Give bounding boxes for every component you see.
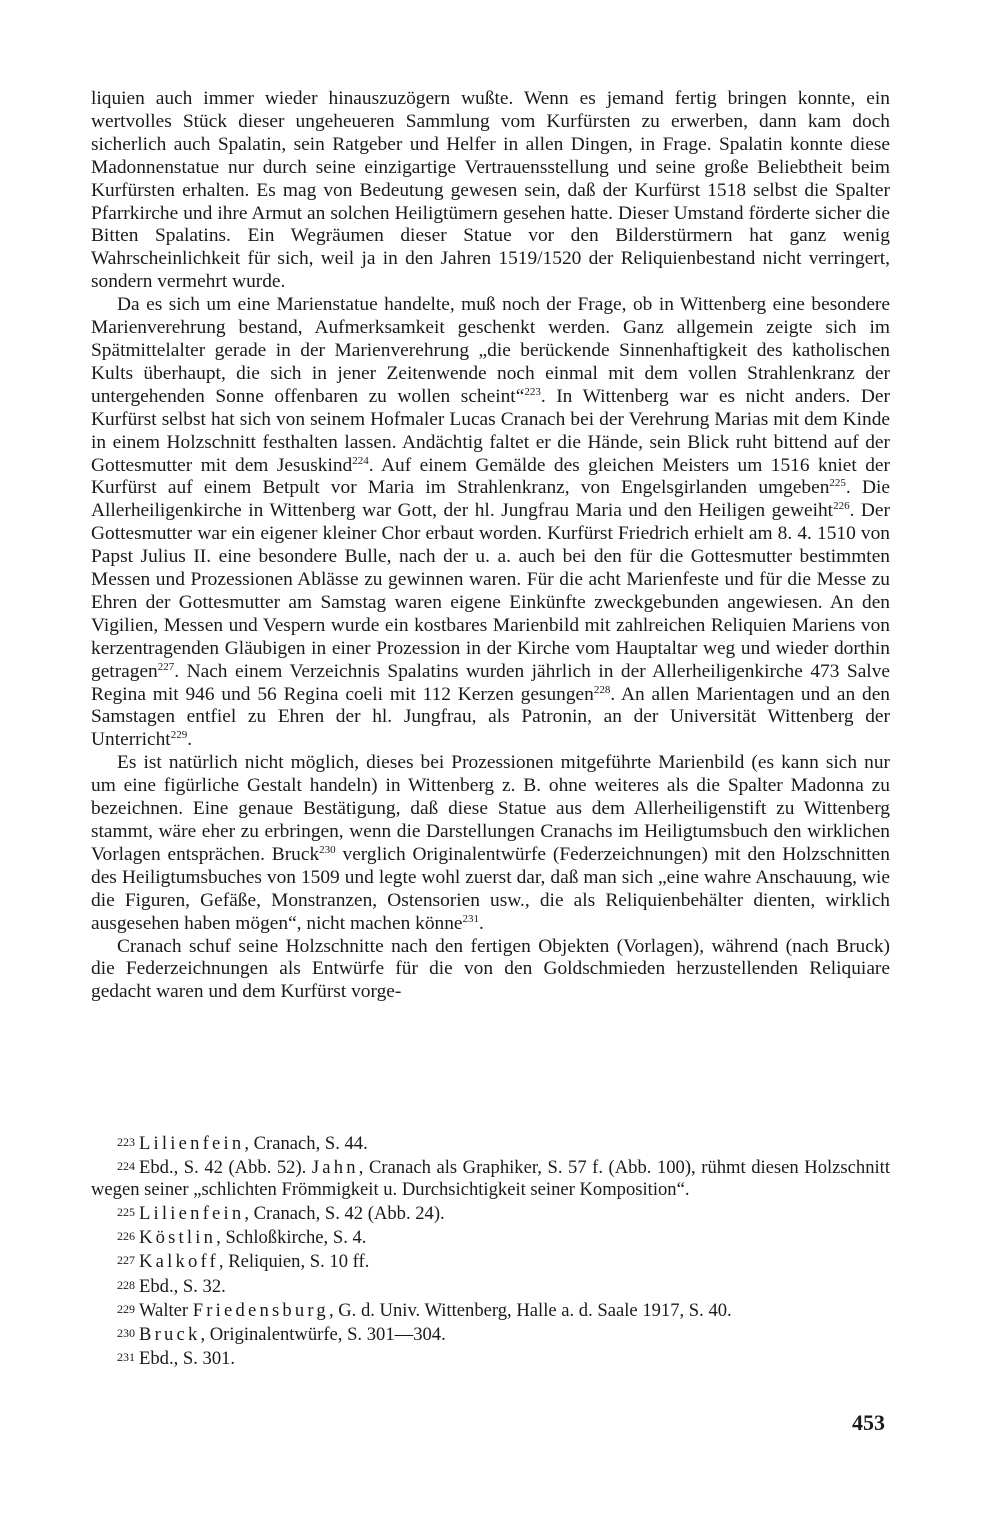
footnote-author: Bruck [139,1323,201,1345]
footnote-225: 225 Lilienfein, Cranach, S. 42 (Abb. 24). [117,1203,445,1225]
footnote-230: 230 Bruck, Originalentwürfe, S. 301—304. [117,1323,446,1345]
footnote-226: 226 Köstlin, Schloßkirche, S. 4. [117,1227,367,1249]
footnote-ref-224[interactable]: 224 [352,454,369,467]
footnotes [91,1131,890,1370]
paragraph-1: liquien auch immer wieder hinauszuzögern wußte. Wenn es jemand fertig bringen konnte, ein wertvolles Stück dieser ungeheueren Sammlung vom Kurfürsten zu erwerben, dann kam doch sicherlich auch Spalatin, sein Ratgeber und Helfer in allen Dingen, in Frage. Spalatin konnte diese Madonnenstatue nur durch seine einzigartige Vertrauensstellung und seine große Beliebtheit beim Kurfürsten erhalten. Es mag von Bedeutung gewesen sein, daß der Kurfürst 1518 selbst die Spalter Pfarrkirche und ihre Armut an solchen Heiligtümern gesehen hatte. Dieser Umstand förderte sicher die Bitten Spalatins. Ein Wegräumen dieser Statue vor den Bilderstürmern hat ganz wenig Wahrscheinlichkeit für sich, weil ja in den Jahren 1519/1520 der Reliquienbestand nicht verringert, sondern vermehrt wurde. [91,88,890,293]
paragraph-2: Da es sich um eine Marienstatue handelte, muß noch der Frage, ob in Wittenberg eine besondere Marienverehrung bestand, Aufmerksamkeit geschenkt werden. Ganz allgemein zeigte sich im Spätmittelalter gerade in der Marienverehrung „die berückende Sinnenhaftigkeit des katholischen Kults überhaupt, die sich in jener Zeitenwende noch einmal mit dem vollen Strahlenkranz der untergehenden Sonne offenbaren zu wollen scheint“$^{223}$. In Wittenberg war es nicht anders. Der Kurfürst selbst hat sich von seinem Hofmaler Lucas Cranach bei der Verehrung Marias mit dem Kinde in einem Holzschnitt festhalten lassen. Andächtig faltet er die Hände, sein Blick ruht bittend auf der Gottesmutter mit dem Jesuskind$^{224}$. Auf einem Gemälde des gleichen Meisters um 1516 kniet der Kurfürst auf einem Betpult vor Maria im Strahlenkranz, von Engelsgirlanden umgeben$^{225}$. Die Allerheiligenkirche in Wittenberg war Gott, der hl. Jungfrau Maria und den Heiligen geweiht$^{226}$. Der Gottesmutter war ein eigener kleiner Chor erbaut worden. Kurfürst Friedrich erhielt am 8. 4. 1510 von Papst Julius II. eine besondere Bulle, nach der u. a. auch bei den für die Gottesmutter bestimmten Messen und Prozessionen Ablässe zu gewinnen waren. Für die acht Marienfeste und für die Messe zu Ehren der Gottesmutter am Samstag waren eigene Einkünfte zweckgebunden angewiesen. An den Vigilien, Messen und Vespern wurde ein kostbares Marienbild mit zahlreichen Reliquien Mariens von kerzentragenden Gläubigen in einer Prozession in der Kirche vom Hauptaltar weg und wieder dorthin getragen$^{227}$. Nach einem Verzeichnis Spalatins wurden jährlich in der Allerheiligenkirche 473 Salve Regina mit 946 und 56 Regina coeli mit 112 Kerzen gesungen$^{228}$. An allen Marientagen und an den Samstagen entfiel zu Ehren der hl. Jungfrau, als Patronin, an der Universität Wittenberg der Unterricht$^{229}$. [91,294,890,751]
main-text [91,88,890,1004]
footnote-ref-225[interactable]: 225 [829,477,846,490]
footnote-ref-231[interactable]: 231 [462,912,480,925]
footnote-author: Kalkoff [139,1251,219,1273]
footnote-224: 224 Ebd., S. 42 (Abb. 52). Jahn, Cranach als Graphiker, S. 57 f. (Abb. 100), rühmt diesen Holzschnitt wegen seiner „schlichten Frömmigkeit u. Durchsichtigkeit seiner Komposition“. [91,1157,890,1201]
footnote-229: 229 Walter Friedensburg, G. d. Univ. Wittenberg, Halle a. d. Saale 1917, S. 40. [117,1299,732,1321]
footnote-ref-223[interactable]: 223 [524,385,541,398]
footnote-ref-230[interactable]: 230 [319,843,336,856]
footnote-ref-227[interactable]: 227 [157,660,175,673]
footnote-author: Lilienfein [139,1203,245,1225]
footnote-223: 223 Lilienfein, Cranach, S. 44. [117,1133,368,1154]
footnote-ref-228[interactable]: 228 [593,683,611,696]
footnote-228: 228 Ebd., S. 32. [117,1275,226,1297]
footnote-ref-229[interactable]: 229 [170,729,188,742]
page-number: 453 [852,1410,885,1435]
paragraph-3: Es ist natürlich nicht möglich, dieses bei Prozessionen mitgeführte Marienbild (es kann sich nur um eine figürliche Gestalt handeln) in Wittenberg z. B. ohne weiteres als die Spalter Madonna zu bezeichnen. Eine genaue Bestätigung, daß diese Statue aus dem Allerheiligenstift zu Wittenberg stammt, wäre eher zu erbringen, wenn die Darstellungen Cranachs im Heiligtumsbuch den wirklichen Vorlagen entsprächen. Bruck$^{230}$ verglich Originalentwürfe (Federzeichnungen) mit den Holzschnitten des Heiligtumsbuches von 1509 und legte wohl zuerst dar, daß man sich „eine wahre Anschauung, wie die Figuren, Gefäße, Monstranzen, Ostensorien usw., die als Reliquienbehälter dienten, wirklich ausgesehen haben mögen“, nicht machen könne$^{231}$. [91,752,890,934]
footnote-ref-226[interactable]: 226 [833,500,850,513]
footnote-author: Friedensburg [192,1299,329,1321]
footnote-227: 227 Kalkoff, Reliquien, S. 10 ff. [117,1251,370,1273]
footnote-author: Jahn [311,1157,359,1179]
footnote-author: Lilienfein [139,1133,245,1154]
footnote-author: Köstlin [139,1227,217,1249]
paragraph-4: Cranach schuf seine Holzschnitte nach den fertigen Objekten (Vorlagen), während (nach Bruck) die Federzeichnungen als Entwürfe für die von den Goldschmieden herzustellenden Reliquiare gedacht waren und dem Kurfürst vorge- [91,935,890,1003]
footnote-231: 231 Ebd., S. 301. [117,1347,236,1369]
